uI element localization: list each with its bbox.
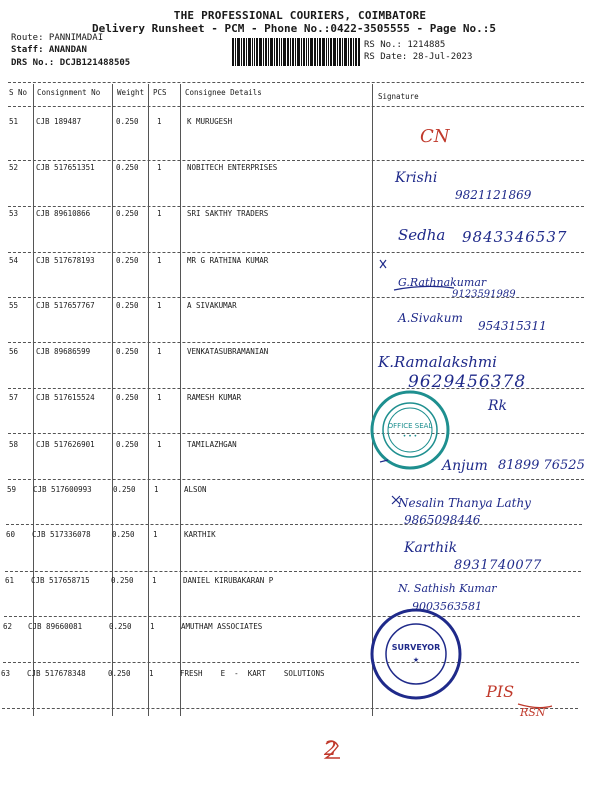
row-63-consignee: FRESH E - KART SOLUTIONS xyxy=(180,669,325,678)
row-53-phone: 9843346537 xyxy=(462,228,568,246)
row-61-phone: 9003563581 xyxy=(412,600,482,613)
rsn-annotation: RSN xyxy=(520,706,546,719)
col-header-pcs: PCS xyxy=(153,88,167,97)
row-63-weight: 0.250 xyxy=(108,669,131,678)
row-56-consignee: VENKATASUBRAMANIAN xyxy=(187,347,269,356)
row-63-pcs: 1 xyxy=(149,669,154,678)
col-header-weight: Weight xyxy=(117,88,145,97)
svg-text:• • •: • • • xyxy=(402,433,418,440)
row-63-consignment: CJB 517678348 xyxy=(27,669,86,678)
col-header-sno: S No xyxy=(9,88,28,97)
row-62-consignee: AMUTHAM ASSOCIATES xyxy=(181,622,263,631)
row-61-pcs: 1 xyxy=(152,576,157,585)
row-61-consignment: CJB 517658715 xyxy=(31,576,90,585)
row-52-phone: 9821121869 xyxy=(455,188,532,202)
row-57-pcs: 1 xyxy=(157,393,162,402)
row-55-weight: 0.250 xyxy=(116,301,139,310)
row-62-pcs: 1 xyxy=(150,622,155,631)
surveyor-stamp-text: SURVEYOR xyxy=(391,643,441,652)
row-51-sno: 51 xyxy=(9,117,19,126)
row-54-consignment: CJB 517678193 xyxy=(36,256,95,265)
row-57-sno: 57 xyxy=(9,393,19,402)
row-59-consignment: CJB 517600993 xyxy=(33,485,92,494)
row-54-weight: 0.250 xyxy=(116,256,139,265)
row-59-phone: 9865098446 xyxy=(404,513,481,527)
row-60-weight: 0.250 xyxy=(112,530,135,539)
row-55-phone: 954315311 xyxy=(478,319,547,333)
staff-label: Staff: ANANDAN xyxy=(11,45,87,55)
col-header-consignment: Consignment No xyxy=(37,88,101,97)
row-62-weight: 0.250 xyxy=(109,622,132,631)
row-60-signature: Karthik xyxy=(404,540,458,556)
row-60-phone: 8931740077 xyxy=(454,558,542,573)
row-62-consignment: CJB 89660081 xyxy=(28,622,83,631)
row-55-consignment: CJB 517657767 xyxy=(36,301,95,310)
row-51-consignee: K MURUGESH xyxy=(187,117,233,126)
row-61-sno: 61 xyxy=(5,576,15,585)
row-61-signature: N. Sathish Kumar xyxy=(398,582,497,595)
row-53-weight: 0.250 xyxy=(116,209,139,218)
row-51-signature: CN xyxy=(420,126,450,147)
row-51-weight: 0.250 xyxy=(116,117,139,126)
row-62-sno: 62 xyxy=(3,622,13,631)
row-60-consignee: KARTHIK xyxy=(184,530,216,539)
row-60-consignment: CJB 517336078 xyxy=(32,530,91,539)
office-seal-text: OFFICE SEAL xyxy=(387,422,433,430)
row-57-signature: Rk xyxy=(488,398,508,414)
row-60-sno: 60 xyxy=(6,530,16,539)
row-51-pcs: 1 xyxy=(157,117,162,126)
row-53-pcs: 1 xyxy=(157,209,162,218)
runsheet-subtitle: Delivery Runsheet - PCM - Phone No.:0422-3505555 - Page No.:5 xyxy=(92,22,496,35)
row-53-sno: 53 xyxy=(9,209,19,218)
row-56-weight: 0.250 xyxy=(116,347,139,356)
row-57-consignment: CJB 517615524 xyxy=(36,393,95,402)
row-57-weight: 0.250 xyxy=(116,393,139,402)
rs-number: RS No.: 1214885 xyxy=(364,40,446,50)
row-58-weight: 0.250 xyxy=(116,440,139,449)
row-54-signature: G.Rathnakumar xyxy=(398,276,487,289)
row-53-signature: Sedha xyxy=(398,226,446,244)
row-58-consignee: TAMILAZHGAN xyxy=(187,440,237,449)
col-header-signature: Signature xyxy=(378,92,419,101)
row-58-consignment: CJB 517626901 xyxy=(36,440,95,449)
row-52-consignee: NOBITECH ENTERPRISES xyxy=(187,163,278,172)
row-55-sno: 55 xyxy=(9,301,19,310)
col-header-consignee: Consignee Details xyxy=(185,88,262,97)
row-56-signature: K.Ramalakshmi xyxy=(378,353,497,371)
row-59-signature: Nesalin Thanya Lathy xyxy=(398,496,531,510)
rs-date: RS Date: 28-Jul-2023 xyxy=(364,52,473,62)
route-label: Route: PANNIMADAI xyxy=(11,33,104,43)
row-56-consignment: CJB 89686599 xyxy=(36,347,91,356)
row-52-weight: 0.250 xyxy=(116,163,139,172)
row-61-consignee: DANIEL KIRUBAKARAN P xyxy=(183,576,274,585)
row-54-pcs: 1 xyxy=(157,256,162,265)
row-54-phone: 9123591989 xyxy=(452,289,516,300)
row-52-sno: 52 xyxy=(9,163,19,172)
row-52-pcs: 1 xyxy=(157,163,162,172)
company-title: THE PROFESSIONAL COURIERS, COIMBATORE xyxy=(173,9,427,22)
row-59-weight: 0.250 xyxy=(113,485,136,494)
svg-text:★: ★ xyxy=(412,656,420,664)
row-58-signature: Anjum xyxy=(442,458,488,474)
row-56-sno: 56 xyxy=(9,347,19,356)
row-56-phone: 9629456378 xyxy=(408,372,527,392)
row-53-consignment: CJB 89610866 xyxy=(36,209,91,218)
row-59-pcs: 1 xyxy=(154,485,159,494)
row-59-consignee: ALSON xyxy=(184,485,207,494)
row-53-consignee: SRI SAKTHY TRADERS xyxy=(187,209,269,218)
row-51-consignment: CJB 189487 xyxy=(36,117,82,126)
row-52-signature: Krishi xyxy=(395,170,438,186)
row-58-sno: 58 xyxy=(9,440,19,449)
row-58-phone: 81899 76525 xyxy=(498,458,585,473)
row-55-pcs: 1 xyxy=(157,301,162,310)
row-58-pcs: 1 xyxy=(157,440,162,449)
row-60-pcs: 1 xyxy=(153,530,158,539)
row-54-sno: 54 xyxy=(9,256,19,265)
row-63-sno: 63 xyxy=(1,669,11,678)
row-57-consignee: RAMESH KUMAR xyxy=(187,393,242,402)
row-63-signature: PIS xyxy=(486,682,515,701)
footer-page-number: 2 xyxy=(324,736,337,760)
row-55-consignee: A SIVAKUMAR xyxy=(187,301,237,310)
row-61-weight: 0.250 xyxy=(111,576,134,585)
row-52-consignment: CJB 517651351 xyxy=(36,163,95,172)
row-56-pcs: 1 xyxy=(157,347,162,356)
drs-number: DRS No.: DCJB121488505 xyxy=(11,58,131,68)
row-59-sno: 59 xyxy=(7,485,17,494)
row-54-consignee: MR G RATHINA KUMAR xyxy=(187,256,269,265)
row-55-signature: A.Sivakum xyxy=(398,311,463,325)
